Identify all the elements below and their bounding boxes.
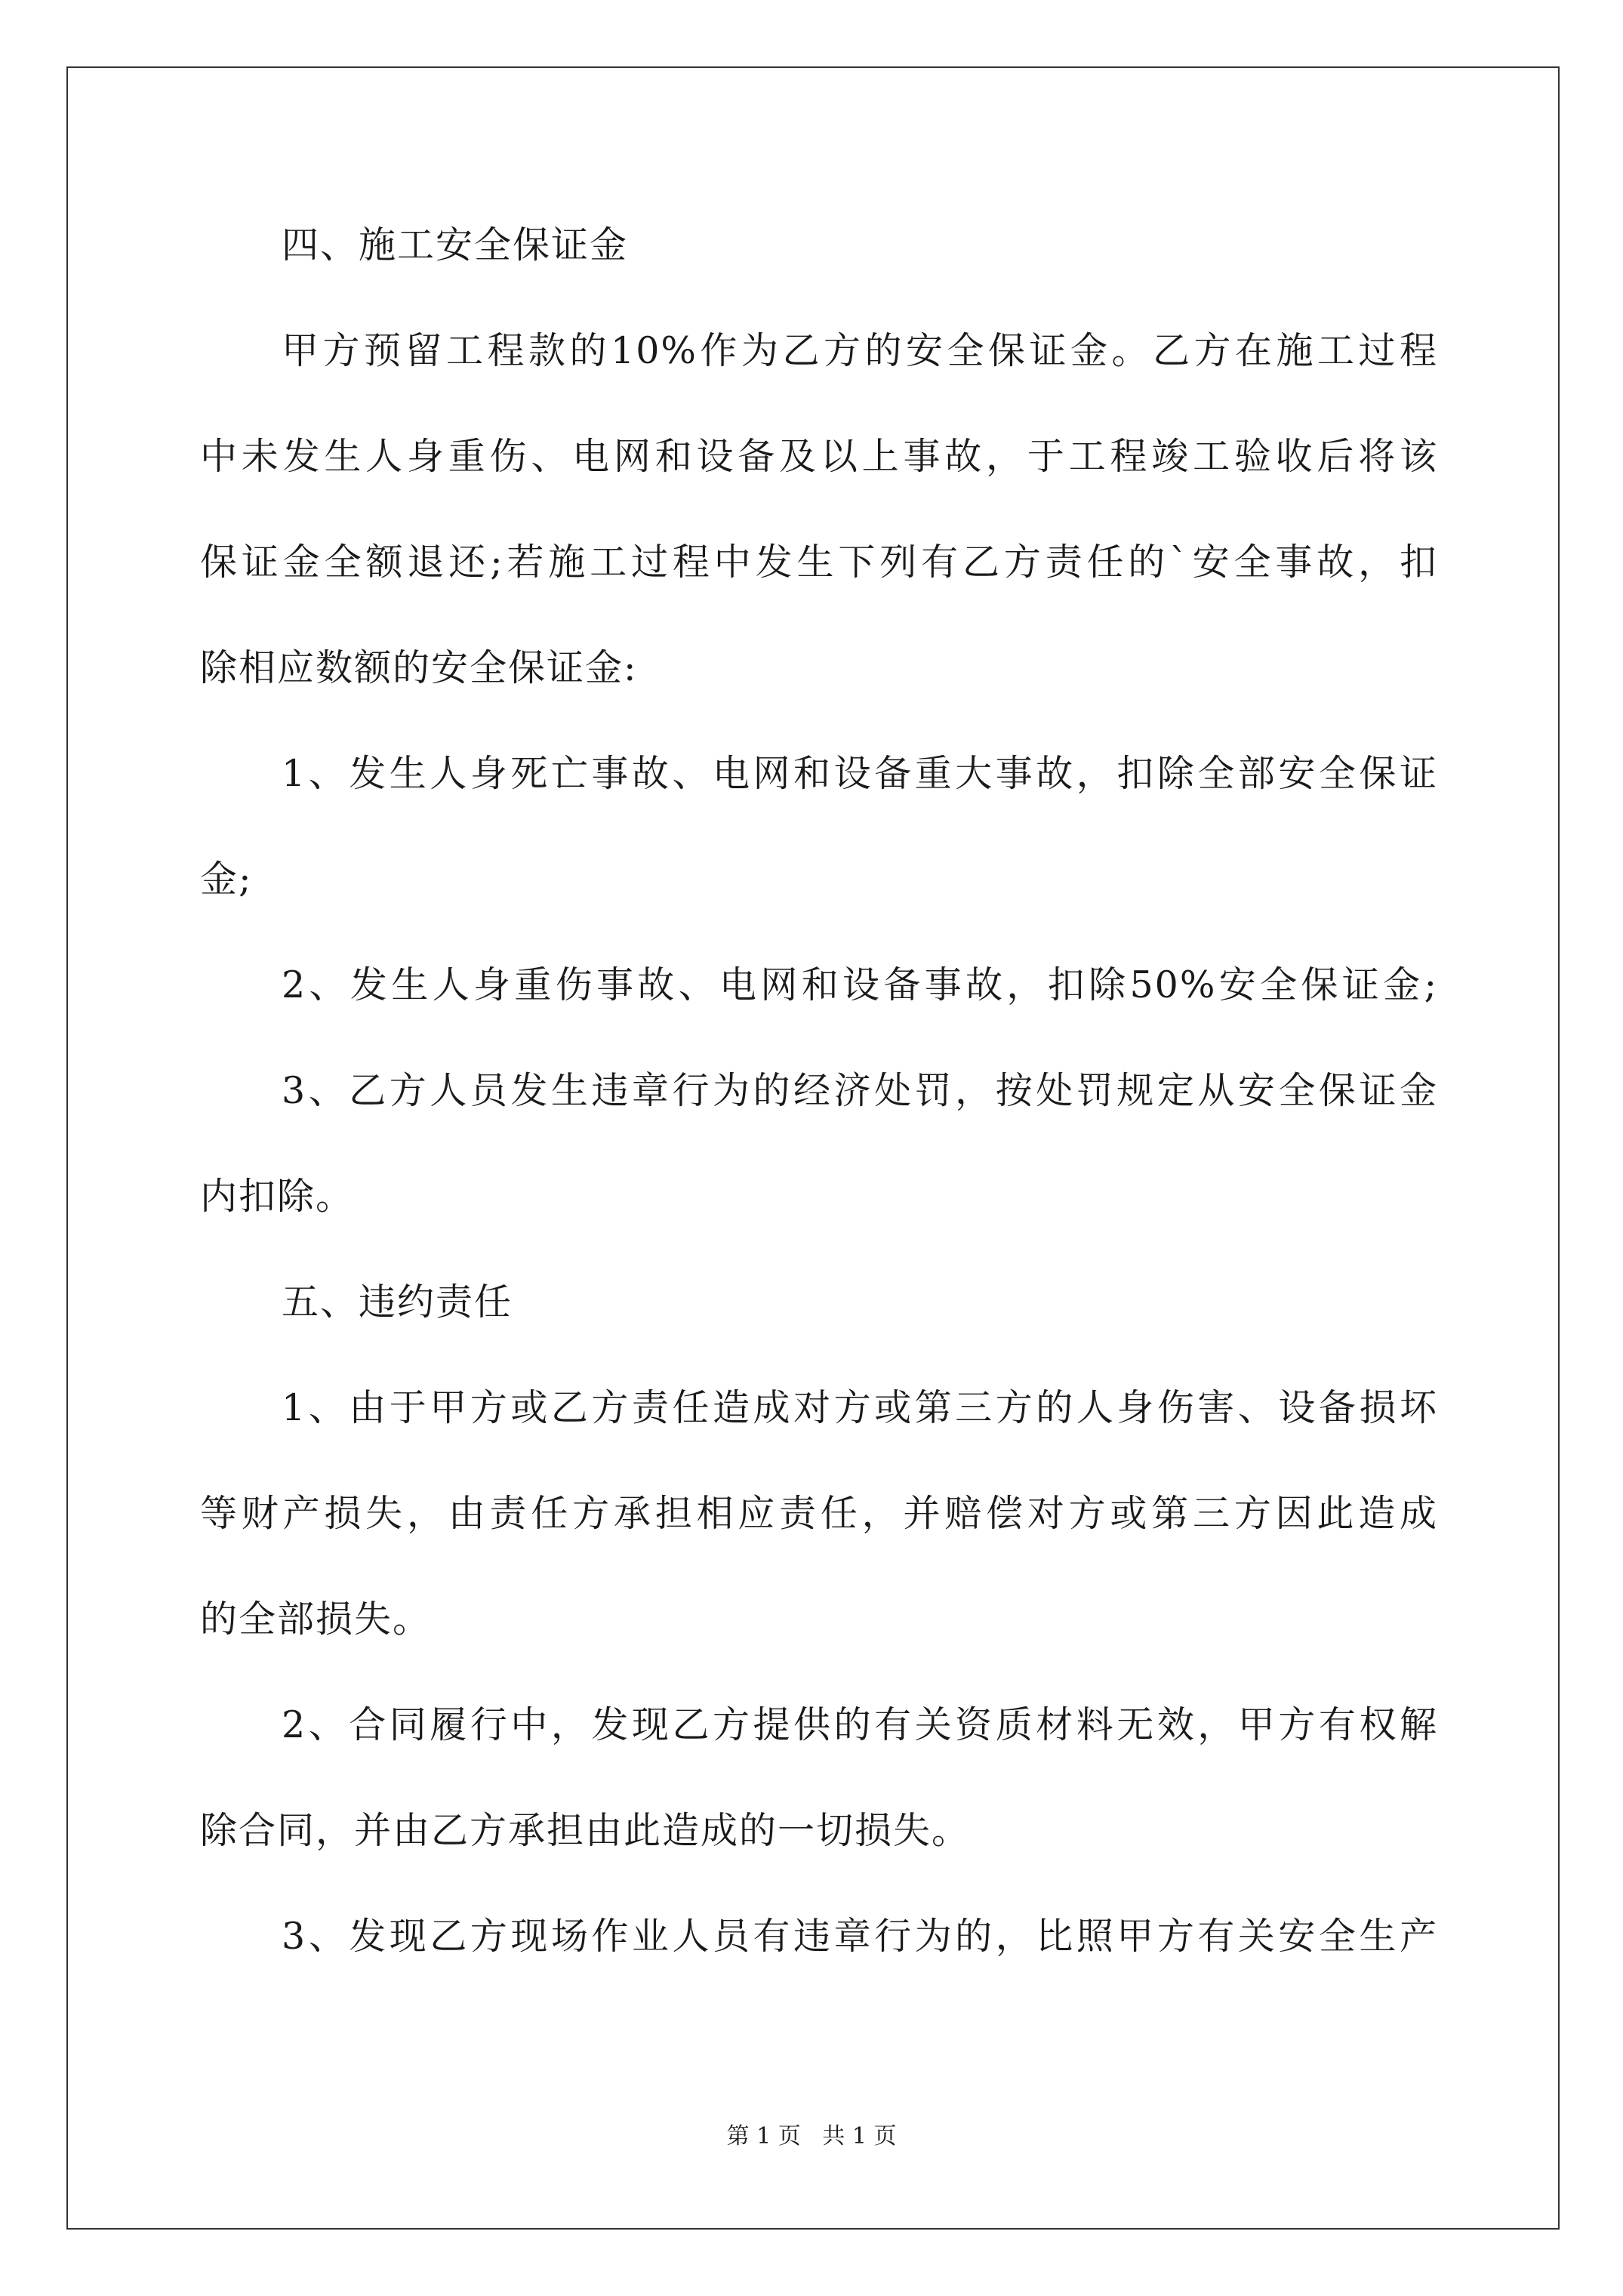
- list-item-line: 除合同，并由乙方承担由此造成的一切损失。: [200, 1809, 971, 1852]
- list-item-line: 1、由于甲方或乙方责任造成对方或第三方的人身伤害、设备损坏: [282, 1386, 1438, 1429]
- page-border: [66, 66, 1560, 2230]
- section-heading-4: 四、施工安全保证金: [282, 223, 629, 267]
- paragraph-line: 保证金全额退还;若施工过程中发生下列有乙方责任的`安全事故，扣: [200, 541, 1438, 584]
- list-item-line: 内扣除。: [200, 1175, 355, 1218]
- list-item-line: 的全部损失。: [200, 1598, 432, 1641]
- page-footer: [0, 2122, 1623, 2152]
- list-item-line: 2、发生人身重伤事故、电网和设备事故，扣除50%安全保证金;: [282, 963, 1438, 1006]
- list-item-line: 金;: [200, 858, 253, 901]
- page-number-label: 第 1 页 共 1 页: [726, 2123, 897, 2150]
- paragraph-line: 中未发生人身重伤、电网和设备及以上事故，于工程竣工验收后将该: [200, 435, 1438, 478]
- list-item-line: 3、乙方人员发生违章行为的经济处罚，按处罚规定从安全保证金: [282, 1069, 1438, 1112]
- paragraph-line: 除相应数额的安全保证金:: [200, 646, 638, 689]
- list-item-line: 2、合同履行中，发现乙方提供的有关资质材料无效，甲方有权解: [282, 1703, 1438, 1746]
- section-heading-5: 五、违约责任: [282, 1281, 513, 1324]
- list-item-line: 3、发现乙方现场作业人员有违章行为的，比照甲方有关安全生产: [282, 1915, 1438, 1958]
- list-item-line: 1、发生人身死亡事故、电网和设备重大事故，扣除全部安全保证: [282, 752, 1438, 795]
- paragraph-line: 甲方预留工程款的10%作为乙方的安全保证金。乙方在施工过程: [282, 329, 1438, 372]
- list-item-line: 等财产损失，由责任方承担相应责任，并赔偿对方或第三方因此造成: [200, 1492, 1438, 1535]
